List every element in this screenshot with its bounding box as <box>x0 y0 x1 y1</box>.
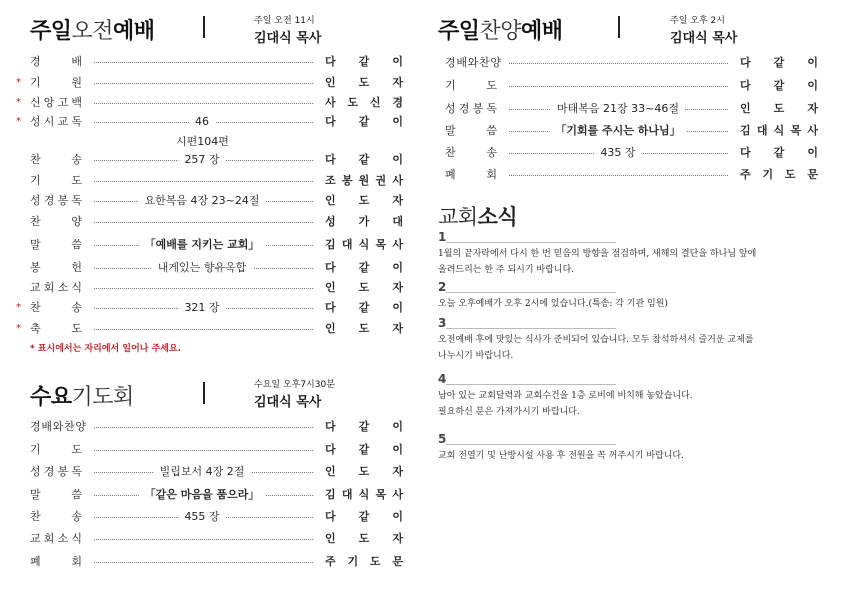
order-row <box>30 214 405 230</box>
order-row <box>16 321 405 337</box>
service-time: 수요일 오후7시30분 <box>254 380 335 390</box>
service-pastor: 김대식 목사 <box>254 31 322 46</box>
leader-dots <box>94 329 313 330</box>
order-leader: 다 같 이 <box>325 301 403 314</box>
leader-dots <box>509 63 728 64</box>
order-detail: 「예배를 지키는 교회」 <box>139 237 266 253</box>
order-leader: 김 대 식 목 사 <box>740 124 818 137</box>
leader-dots <box>94 222 313 223</box>
order-row <box>30 152 405 168</box>
order-detail: 257 장 <box>178 152 225 168</box>
order-label: 폐 회 <box>30 555 82 568</box>
order-leader: 인 도 자 <box>325 465 403 478</box>
wednesday-title: 수요기도회 <box>30 385 134 410</box>
leader-dots <box>94 83 313 84</box>
order-detail: 321 장 <box>178 300 225 316</box>
stand-marker: * <box>16 116 21 127</box>
order-leader: 성 가 대 <box>325 215 403 228</box>
order-leader: 다 같 이 <box>325 420 403 433</box>
stand-marker: * <box>16 302 21 313</box>
order-leader: 다 같 이 <box>325 153 403 166</box>
stand-marker: * <box>16 323 21 334</box>
news-rule <box>446 384 616 385</box>
order-leader: 조 봉 원 권 사 <box>325 174 403 187</box>
order-label: 교 회 소 식 <box>30 532 82 545</box>
order-leader: 김 대 식 목 사 <box>325 488 403 501</box>
news-title: 교회소식 <box>438 205 518 229</box>
sunday-am-title: 주일오전예배 <box>30 19 155 44</box>
order-row <box>445 101 820 117</box>
order-leader: 다 같 이 <box>325 510 403 523</box>
order-row <box>30 173 405 189</box>
order-leader: 다 같 이 <box>740 56 818 69</box>
order-row <box>445 123 820 139</box>
service-time: 주일 오전 11시 <box>254 16 315 26</box>
title-divider <box>618 16 620 38</box>
order-label: 찬 송 <box>30 301 82 314</box>
order-leader: 주 기 도 문 <box>325 555 403 568</box>
standing-note: * 표시에서는 자리에서 일어나 주세요. <box>30 344 182 354</box>
order-row <box>16 75 405 91</box>
news-text: 교회 전열기 및 난방시설 사용 후 전원을 꼭 꺼주시기 바랍니다. <box>438 451 684 461</box>
order-row <box>16 300 405 316</box>
order-label: 찬 송 <box>445 146 497 159</box>
order-row <box>30 464 405 480</box>
order-label: 말 씀 <box>30 488 82 501</box>
order-label: 기 도 <box>445 79 497 92</box>
order-detail: 「같은 마음을 품으라」 <box>139 487 266 503</box>
order-leader: 김 대 식 목 사 <box>325 238 403 251</box>
extra-line: 시편104편 <box>176 135 229 148</box>
order-leader: 인 도 자 <box>325 281 403 294</box>
order-detail: 455 장 <box>178 509 225 525</box>
order-row <box>16 114 405 130</box>
leader-dots <box>94 288 313 289</box>
news-number: 3 <box>438 316 447 330</box>
stand-marker: * <box>16 97 21 108</box>
order-label: 성 경 봉 독 <box>445 102 497 115</box>
order-label: 찬 송 <box>30 153 82 166</box>
order-row <box>30 531 405 547</box>
order-leader: 인 도 자 <box>325 76 403 89</box>
service-pastor: 김대식 목사 <box>254 395 322 410</box>
order-label: 기 도 <box>30 443 82 456</box>
order-label: 성 시 교 독 <box>30 115 82 128</box>
leader-dots <box>94 562 313 563</box>
order-leader: 인 도 자 <box>325 322 403 335</box>
order-row <box>445 55 820 71</box>
news-text: 오늘 오후예배가 오후 2시에 있습니다.(특송: 각 기관 임원) <box>438 299 668 309</box>
order-leader: 다 같 이 <box>325 115 403 128</box>
leader-dots <box>94 450 313 451</box>
news-text: 남아 있는 교회달력과 교회수건을 1층 로비에 비치해 놓았습니다. 필요하신 분은 가져가시기 바랍니다. <box>438 391 693 417</box>
order-label: 찬 양 <box>30 215 82 228</box>
news-number: 2 <box>438 280 447 294</box>
leader-dots <box>94 103 313 104</box>
order-leader: 다 같 이 <box>325 55 403 68</box>
leader-dots <box>509 175 728 176</box>
order-label: 교 회 소 식 <box>30 281 82 294</box>
order-label: 신 앙 고 백 <box>30 96 82 109</box>
news-text: 1월의 끝자락에서 다시 한 번 믿음의 방향을 점검하며, 새해의 결단을 하나님 앞에 올려드리는 한 주 되시기 바랍니다. <box>438 249 757 275</box>
order-row <box>30 193 405 209</box>
order-label: 말 씀 <box>445 124 497 137</box>
sunday-pm-title: 주일찬양예배 <box>438 19 563 44</box>
order-detail: 46 <box>189 114 215 130</box>
order-label: 봉 헌 <box>30 261 82 274</box>
order-leader: 다 같 이 <box>740 79 818 92</box>
news-rule <box>446 292 616 293</box>
order-leader: 주 기 도 문 <box>740 168 818 181</box>
order-label: 축 도 <box>30 322 82 335</box>
order-row <box>16 95 405 111</box>
order-label: 성 경 봉 독 <box>30 465 82 478</box>
order-label: 경 배 <box>30 55 82 68</box>
leader-dots <box>94 539 313 540</box>
title-divider <box>203 16 205 38</box>
service-pastor: 김대식 목사 <box>670 31 738 46</box>
order-row <box>445 167 820 183</box>
order-row <box>30 280 405 296</box>
order-leader: 사 도 신 경 <box>325 96 403 109</box>
order-row <box>30 554 405 570</box>
order-leader: 다 같 이 <box>740 146 818 159</box>
order-leader: 다 같 이 <box>325 443 403 456</box>
order-leader: 인 도 자 <box>325 532 403 545</box>
order-detail: 마태복음 21장 33~46절 <box>551 101 685 117</box>
order-row <box>30 237 405 253</box>
leader-dots <box>94 181 313 182</box>
order-label: 경 배 와 찬 양 <box>445 56 501 69</box>
order-label: 찬 송 <box>30 510 82 523</box>
news-rule <box>446 328 616 329</box>
order-leader: 인 도 자 <box>740 102 818 115</box>
order-row <box>30 260 405 276</box>
news-number: 4 <box>438 372 447 386</box>
order-row <box>30 509 405 525</box>
news-number: 5 <box>438 432 447 446</box>
order-detail: 빌립보서 4장 2절 <box>154 464 251 480</box>
order-detail: 「기회를 주시는 하나님」 <box>549 123 686 139</box>
leader-dots <box>509 86 728 87</box>
leader-dots <box>94 62 313 63</box>
order-detail: 내게있는 향유옥합 <box>152 260 253 276</box>
order-label: 말 씀 <box>30 238 82 251</box>
order-row <box>445 145 820 161</box>
news-text: 오전예배 후에 맛있는 식사가 준비되어 있습니다. 모두 참석하셔서 즐거운 교제를 나누시기 바랍니다. <box>438 335 754 361</box>
order-row <box>445 78 820 94</box>
order-label: 폐 회 <box>445 168 497 181</box>
title-divider <box>203 382 205 404</box>
news-rule <box>446 444 616 445</box>
service-time: 주일 오후 2시 <box>670 16 725 26</box>
order-row <box>30 419 405 435</box>
order-leader: 인 도 자 <box>325 194 403 207</box>
order-row <box>30 54 405 70</box>
order-leader: 다 같 이 <box>325 261 403 274</box>
news-number: 1 <box>438 230 447 244</box>
order-label: 기 원 <box>30 76 82 89</box>
order-detail: 요한복음 4장 23~24절 <box>139 193 266 209</box>
order-label: 경 배 와 찬 양 <box>30 420 86 433</box>
stand-marker: * <box>16 77 21 88</box>
order-row <box>30 442 405 458</box>
order-detail: 435 장 <box>594 145 641 161</box>
order-label: 성 경 봉 독 <box>30 194 82 207</box>
order-row <box>30 487 405 503</box>
news-rule <box>446 242 616 243</box>
order-label: 기 도 <box>30 174 82 187</box>
leader-dots <box>94 427 313 428</box>
